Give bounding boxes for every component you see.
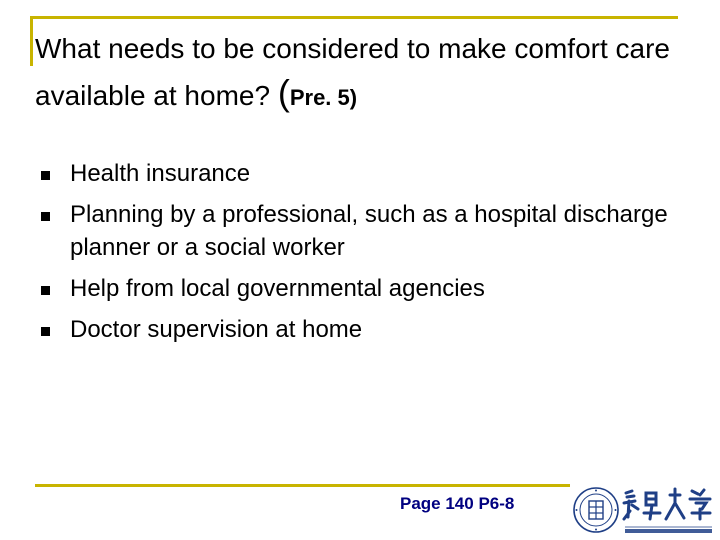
page-reference: Page 140 P6-8: [400, 494, 515, 513]
university-seal-icon: [574, 488, 618, 532]
square-bullet-icon: [41, 171, 50, 180]
square-bullet-icon: [41, 212, 50, 221]
title-top-rule: [30, 16, 678, 19]
bullet-text: Health insurance: [70, 160, 251, 187]
bullet-item: [40, 157, 690, 190]
bullet-text: Planning by a professional, such as a hospital discharge planner or a social worker: [70, 201, 668, 261]
title-paren: (: [277, 72, 290, 113]
footer-rule: [35, 484, 570, 487]
bullet-item: [40, 272, 690, 305]
bullet-text: Doctor supervision at home: [70, 316, 363, 343]
slide-title: [35, 27, 695, 120]
bullet-item: [40, 313, 690, 346]
title-left-rule: [30, 16, 33, 66]
bullet-text: Help from local governmental agencies: [70, 275, 485, 302]
english-wordmark-icon: [625, 527, 712, 533]
bullet-item: [40, 198, 690, 264]
bullet-list: [40, 157, 690, 346]
square-bullet-icon: [41, 286, 50, 295]
fudan-university-logo: [572, 485, 717, 535]
chinese-wordmark-icon: [624, 489, 710, 519]
title-reference: Pre. 5): [289, 85, 358, 110]
title-text: What needs to be considered to make comfort care available at home?: [35, 33, 670, 111]
square-bullet-icon: [41, 327, 50, 336]
